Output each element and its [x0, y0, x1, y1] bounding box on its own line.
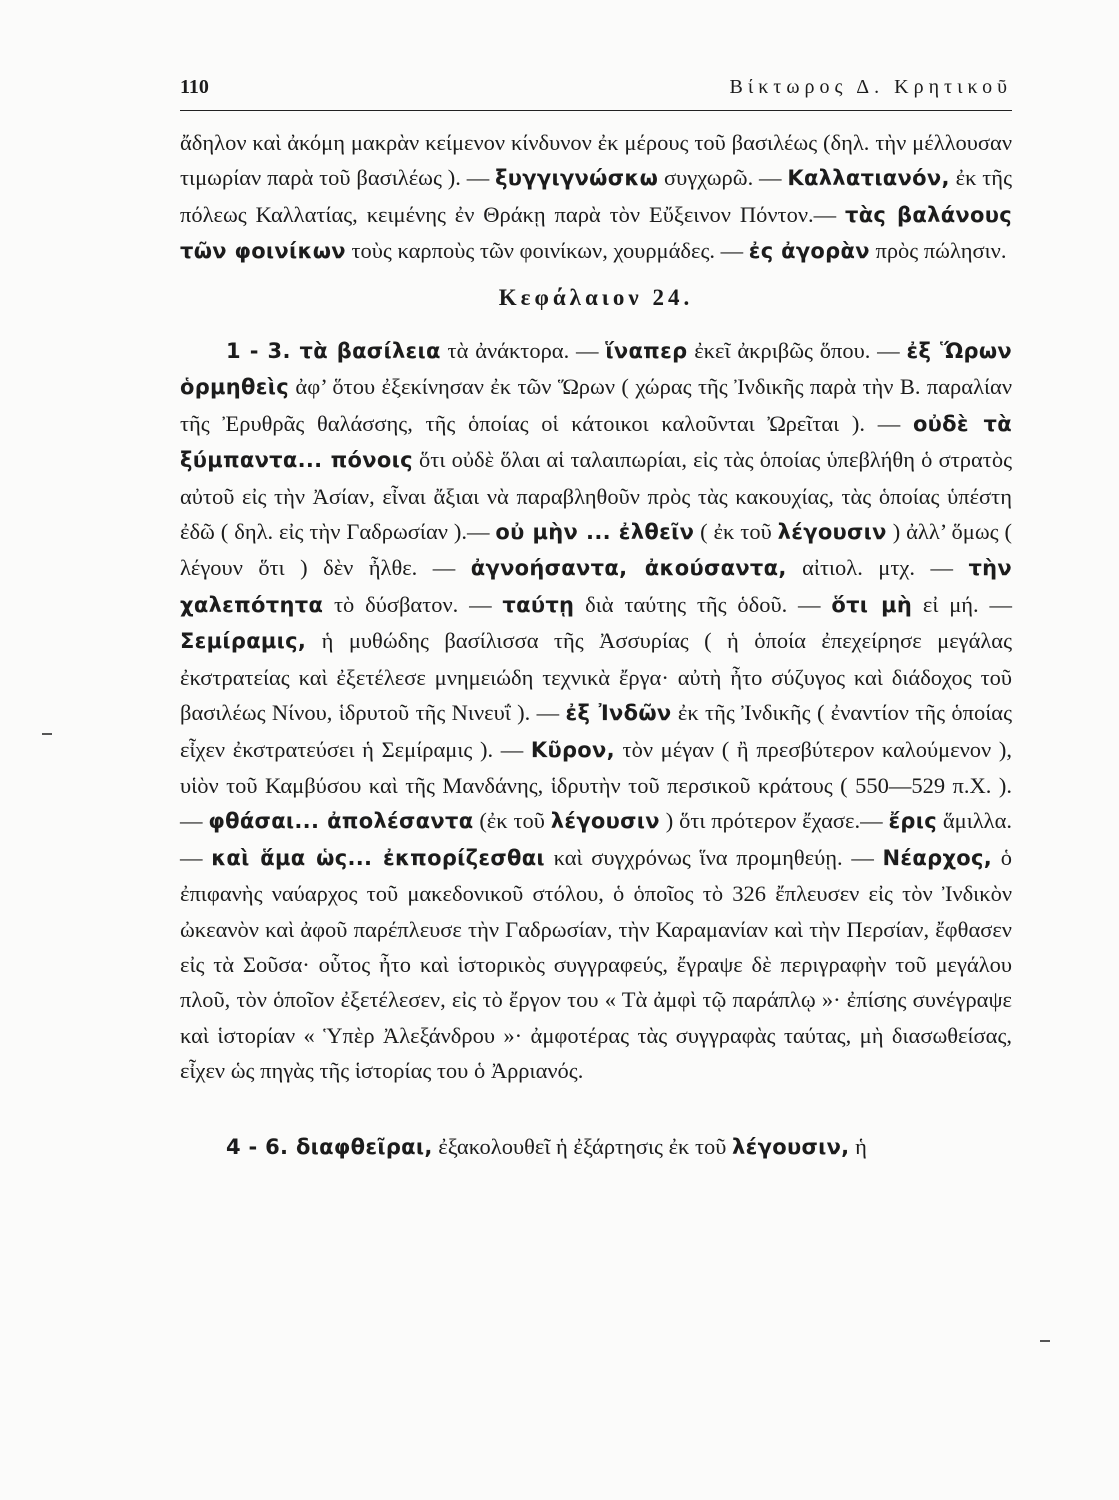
gloss: ὅτι οὐδὲ ὅλαι αἱ ταλαιπωρίαι, εἰς τὰς ὁποίας ὑπεβλήθη ὁ στρατὸς αὐτοῦ εἰς τὴν Ἀσίαν, εἶναι ἄξιαι νὰ παραβληθοῦν πρὸς τὰς κακουχίας, τὰς ὁποίας ὑπέστη ἐδῶ ( δηλ. εἰς τὴν Γαδρωσίαν ).— — [180, 447, 1012, 545]
gloss: ἐκ τῆς Ἰνδικῆς ( ἐναντίον τῆς ὁποίας εἶχεν ἐκστρατεύσει ἡ Σεμίραμις ). — — [180, 700, 1012, 762]
gloss: ἡ μυθώδης βασίλισσα τῆς Ἀσσυρίας ( ἡ ὁποία ἐπεχείρησε μεγάλας ἐκστρατείας καὶ ἐξετέλεσε μνημειώδη τεχνικὰ ἔργα· αὐτὴ ἦτο σύζυγος καὶ διάδοχος τοῦ βασιλέως Νίνου, ἱδρυτοῦ τῆς Νινευΐ ). — — [180, 628, 1012, 726]
lemma: Σεμίραμις, — [180, 629, 307, 654]
section-lemma: 4 - 6. διαφθεῖραι, — [226, 1134, 433, 1159]
gloss: τὸν μέγαν ( ἢ πρεσβύτερον καλούμενον ), υἱὸν τοῦ Καμβύσου καὶ τῆς Μανδάνης, ἱδρυτὴν τοῦ περσικοῦ κράτους ( 550—529 π.Χ. ). — — [180, 736, 1012, 834]
gloss: ἀφ’ ὅτου ἐξεκίνησαν ἐκ τῶν Ὥρων ( χώρας τῆς Ἰνδικῆς παρὰ τὴν Β. παραλίαν τῆς Ἐρυθρᾶς θαλάσσης, τῆς ὁποίας οἱ κάτοικοι καλοῦνται Ὠρεῖται ). — — [180, 374, 1012, 436]
intro-paragraph — [180, 125, 1012, 270]
section-lemma: 1 - 3. τὰ βασίλεια — [226, 339, 441, 364]
gloss: ὁ ἐπιφανὴς ναύαρχος τοῦ μακεδονικοῦ στόλου, ὁ ὁποῖος τὸ 326 ἔπλευσεν εἰς τὸν Ἰνδικὸν ὠκεανὸν καὶ ἀφοῦ παρέπλευσε τὴν Γαδρωσίαν, τὴν Καραμανίαν καὶ τὴν Περσίαν, ἔφθασεν εἰς τὰ Σοῦσα· οὗτος ἦτο καὶ ἱστορικὸς συγγραφεύς, ἔγραψε δὲ περιγραφὴν τοῦ μεγάλου πλοῦ, τὸν ὁποῖον ἐξετέλεσεν, εἰς τὸ ἔργον του « Τὰ ἀμφὶ τῷ παράπλῳ »· ἐπίσης συνέγραψε καὶ ἱστορίαν « Ὑπὲρ Ἀλεξάνδρου »· ἀμφοτέρας τὰς συγγραφὰς ταύτας, μὴ διασωθείσας, εἶχεν ὡς πηγὰς τῆς ἱστορίας του ὁ Ἀρριανός. — [180, 844, 1012, 1084]
lemma: ἐς ἀγορὰν — [748, 239, 870, 264]
gloss: ἐκ τῆς πόλεως Καλλατίας, κειμένης ἐν Θράκῃ παρὰ τὸν Εὔξεινον Πόντον.— — [180, 165, 1012, 227]
lemma: ἀγνοήσαντα, ἀκούσαντα, — [470, 556, 787, 581]
page-header — [180, 76, 1012, 111]
lemma: ἐξ Ἰνδῶν — [565, 701, 672, 726]
gloss: αἰτιολ. μτχ. — — [786, 555, 969, 581]
lemma: λέγουσιν — [777, 520, 887, 545]
margin-mark — [1040, 1340, 1050, 1342]
running-head: Βίκτωρος Δ. Κρητικοῦ — [729, 76, 1012, 98]
lemma: φθάσαι... ἀπολέσαντα — [208, 809, 474, 834]
gloss: ἐκεῖ ἀκριβῶς ὅπου. — — [687, 338, 907, 364]
lemma: τὴν χαλεπότητα — [180, 556, 1012, 617]
chapter-title: Κεφάλαιον 24. — [498, 284, 694, 310]
gloss: τὸ δύσβατον. — — [323, 591, 503, 617]
gloss: ) ὅτι πρότερον ἔχασε.— — [659, 808, 889, 834]
lemma: Κῦρον, — [530, 737, 615, 762]
page-body — [180, 125, 1012, 1165]
gloss: τοὺς καρποὺς τῶν φοινίκων, χουρμάδες. — — [345, 238, 749, 264]
gloss: ἅμιλλα.— — [180, 808, 1012, 870]
lemma: ἵναπερ — [605, 339, 688, 364]
lemma: οὐδὲ τὰ ξύμπαντα... πόνοις — [180, 411, 1012, 473]
lemma: ταύτῃ — [502, 592, 575, 617]
intro-text: ἄδηλον καὶ ἀκόμη μακρὰν κείμενον κίνδυνον ἐκ μέρους τοῦ βασιλέως (δηλ. τὴν μέλλουσαν τιμωρίαν παρὰ τοῦ βασιλέως ). — — [180, 130, 1012, 191]
gloss: καὶ συγχρόνως ἵνα προμηθεύῃ. — — [544, 844, 883, 870]
gloss: τὰ ἀνάκτορα. — — [440, 338, 606, 364]
lemma: Νέαρχος, — [882, 845, 993, 870]
page-number: 110 — [180, 76, 209, 98]
gloss: πρὸς πώλησιν. — [869, 238, 1007, 264]
margin-mark — [42, 733, 52, 735]
commentary-paragraph — [180, 333, 1012, 1089]
gloss: συγχωρῶ. — — [658, 165, 788, 191]
gloss: εἰ μή. — — [912, 591, 1012, 617]
next-section-paragraph — [180, 1129, 1012, 1165]
lemma: Καλλατιανόν, — [787, 166, 950, 191]
gloss: διὰ ταύτης τῆς ὁδοῦ. — — [574, 591, 832, 617]
gloss: ( ἐκ τοῦ — [694, 519, 778, 545]
lemma: λέγουσιν — [550, 809, 660, 834]
lemma: ὅτι μὴ — [831, 592, 913, 617]
lemma: ἔρις — [888, 809, 937, 834]
lemma: τὰς βαλάνους τῶν φοινίκων — [180, 202, 1012, 264]
gloss: ) ἀλλ’ ὅμως ( λέγουν ὅτι ) δὲν ἦλθε. — — [180, 519, 1012, 581]
lemma: οὐ μὴν ... ἐλθεῖν — [495, 520, 695, 545]
lemma: ἐξ Ὥρων ὁρμηθεὶς — [180, 339, 1012, 400]
lemma: λέγουσιν, — [732, 1134, 850, 1159]
lemma: καὶ ἅμα ὡς... ἐκπορίζεσθαι — [211, 845, 545, 870]
gloss: ἐξακολουθεῖ ἡ ἐξάρτησις ἐκ τοῦ — [432, 1133, 733, 1159]
gloss: (ἐκ τοῦ — [473, 808, 551, 834]
gloss: ἡ — [849, 1133, 867, 1159]
lemma: ξυγγιγνώσκω — [495, 166, 659, 191]
